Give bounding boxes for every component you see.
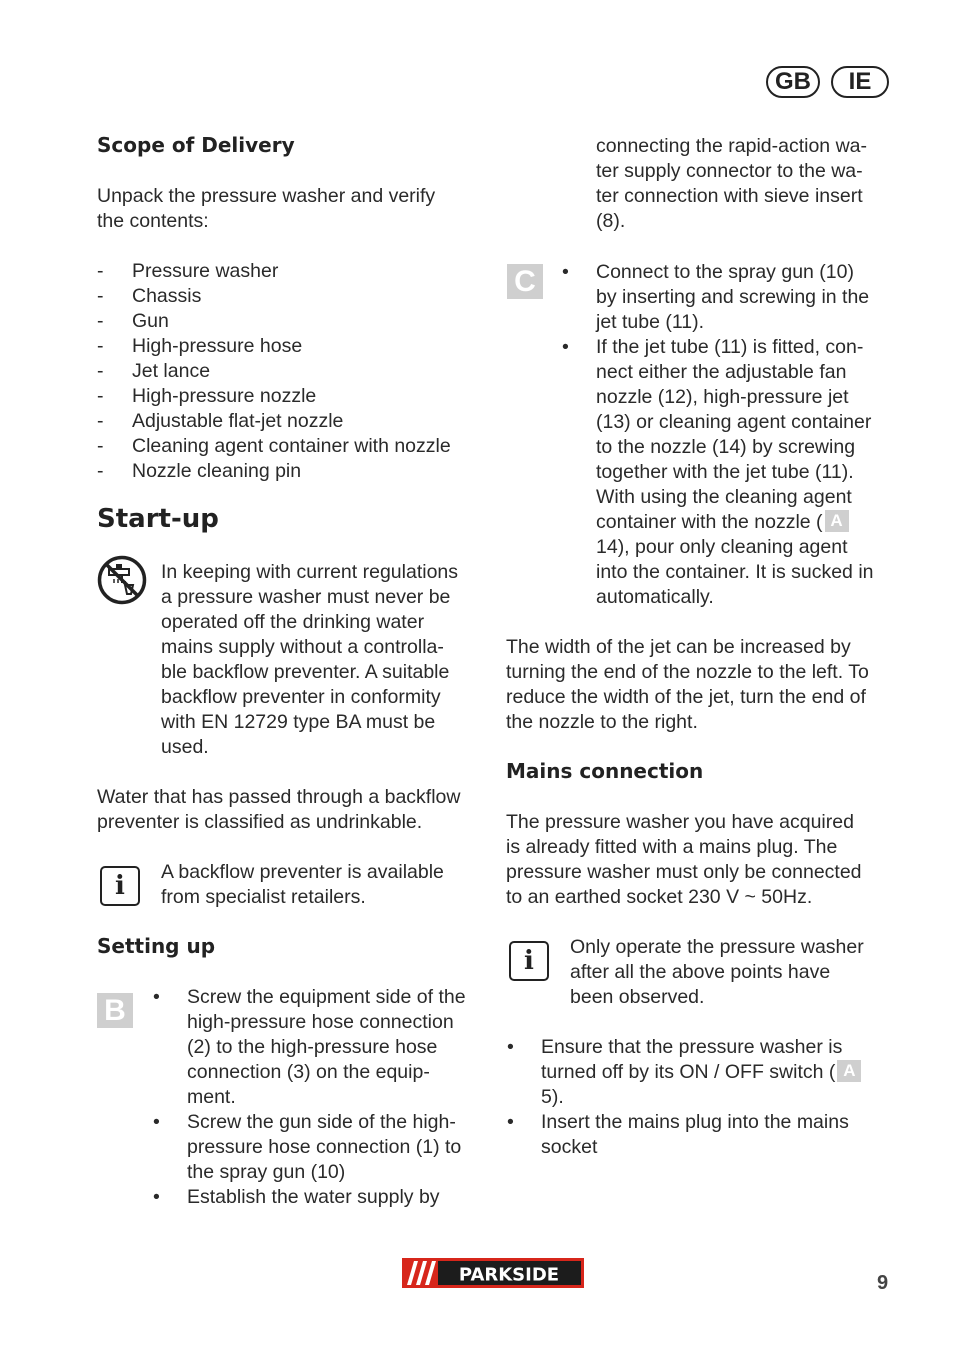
setting-up-bullets: [153, 985, 487, 1210]
no-drinking-water-icon: [96, 554, 148, 606]
bullet-item: • Ensure that the pressure washer is turned off by its ON / OFF switch ( A 5).: [541, 1035, 901, 1110]
list-item: - Pressure washer: [97, 260, 279, 282]
mains-connection-heading: Mains connection: [506, 759, 704, 783]
list-item: - Gun: [97, 310, 169, 332]
water-supply-continued: connecting the rapid-action wa- ter supply connector to the wa- ter connection with sieve insert (8).: [596, 135, 867, 232]
undrinkable-water-text: Water that has passed through a backflow preventer is classified as undrinkable.: [97, 786, 461, 833]
setting-up-heading: Setting up: [97, 934, 216, 958]
bullet-item: • Screw the gun side of the high- pressure hose connection (1) to the spray gun (10): [153, 1111, 462, 1183]
info-icon: i: [100, 866, 140, 906]
bullet-item: • Screw the equipment side of the high-pressure hose connection (2) to the high-pressure hose connection (3) on the equip- ment.: [153, 986, 466, 1108]
bullet-item: • Insert the mains plug into the mains socket: [507, 1111, 849, 1158]
list-item: - High-pressure hose: [97, 335, 303, 357]
list-item: - High-pressure nozzle: [97, 385, 317, 407]
start-up-heading: Start-up: [97, 504, 219, 534]
lang-badge-ie: IE: [831, 66, 889, 98]
figure-c-bullets: [562, 260, 896, 610]
list-item: - Nozzle cleaning pin: [97, 460, 302, 482]
info-icon: i: [509, 941, 549, 981]
jet-width-text: The width of the jet can be increased by turning the end of the nozzle to the left. To reduce the width of the jet, turn the end of the nozzle to the right.: [506, 636, 869, 733]
brand-name: PARKSIDE: [458, 1264, 560, 1286]
parkside-logo: [402, 1258, 584, 1288]
list-item: - Jet lance: [97, 360, 211, 382]
page-number: 9: [877, 1272, 889, 1294]
scope-intro-line: the contents:: [97, 210, 209, 232]
mains-connection-text: The pressure washer you have acquired is already fitted with a mains plug. The pressure washer must only be connected to an earthed socket 230 V ~ 50Hz.: [506, 811, 862, 908]
scope-intro-line: Unpack the pressure washer and verify: [97, 185, 436, 207]
info-note-observe: Only operate the pressure washer after all the above points have been observed.: [570, 936, 864, 1008]
info-note-retailers: A backflow preventer is available from specialist retailers.: [161, 861, 444, 908]
list-item: - Adjustable flat-jet nozzle: [97, 410, 344, 432]
mains-bullets: [507, 1035, 901, 1160]
list-item: - Chassis: [97, 285, 202, 307]
delivery-items-list: [97, 259, 451, 484]
figure-ref-a-inline: A: [825, 510, 849, 532]
bullet-item: • Connect to the spray gun (10) by inserting and screwing in the jet tube (11).: [562, 261, 870, 333]
lang-badge-gb: GB: [766, 66, 820, 98]
scope-of-delivery-heading: Scope of Delivery: [97, 133, 295, 157]
bullet-item: • Establish the water supply by: [153, 1186, 440, 1208]
bullet-item: • If the jet tube (11) is fitted, con- nect either the adjustable fan nozzle (12), high-pressure jet (13) or cleaning agent container to the nozzle (14) by screwing together with the jet tube (11). With using the cleaning agent container with the nozzle ( A 14), pour only cleaning agent into the container. It is sucked in automatically.: [562, 336, 874, 608]
scope-intro: [97, 184, 435, 234]
figure-ref-b: B: [97, 993, 133, 1028]
list-item: - Cleaning agent container with nozzle: [97, 435, 451, 457]
figure-ref-a-inline: A: [837, 1060, 861, 1082]
backflow-warning-text: In keeping with current regulations a pressure washer must never be operated off the drinking water mains supply without a controlla- ble backflow preventer. A suitable backflow preventer in conformity with EN 12729 type BA must be used.: [161, 561, 459, 758]
figure-ref-c: C: [507, 264, 543, 299]
